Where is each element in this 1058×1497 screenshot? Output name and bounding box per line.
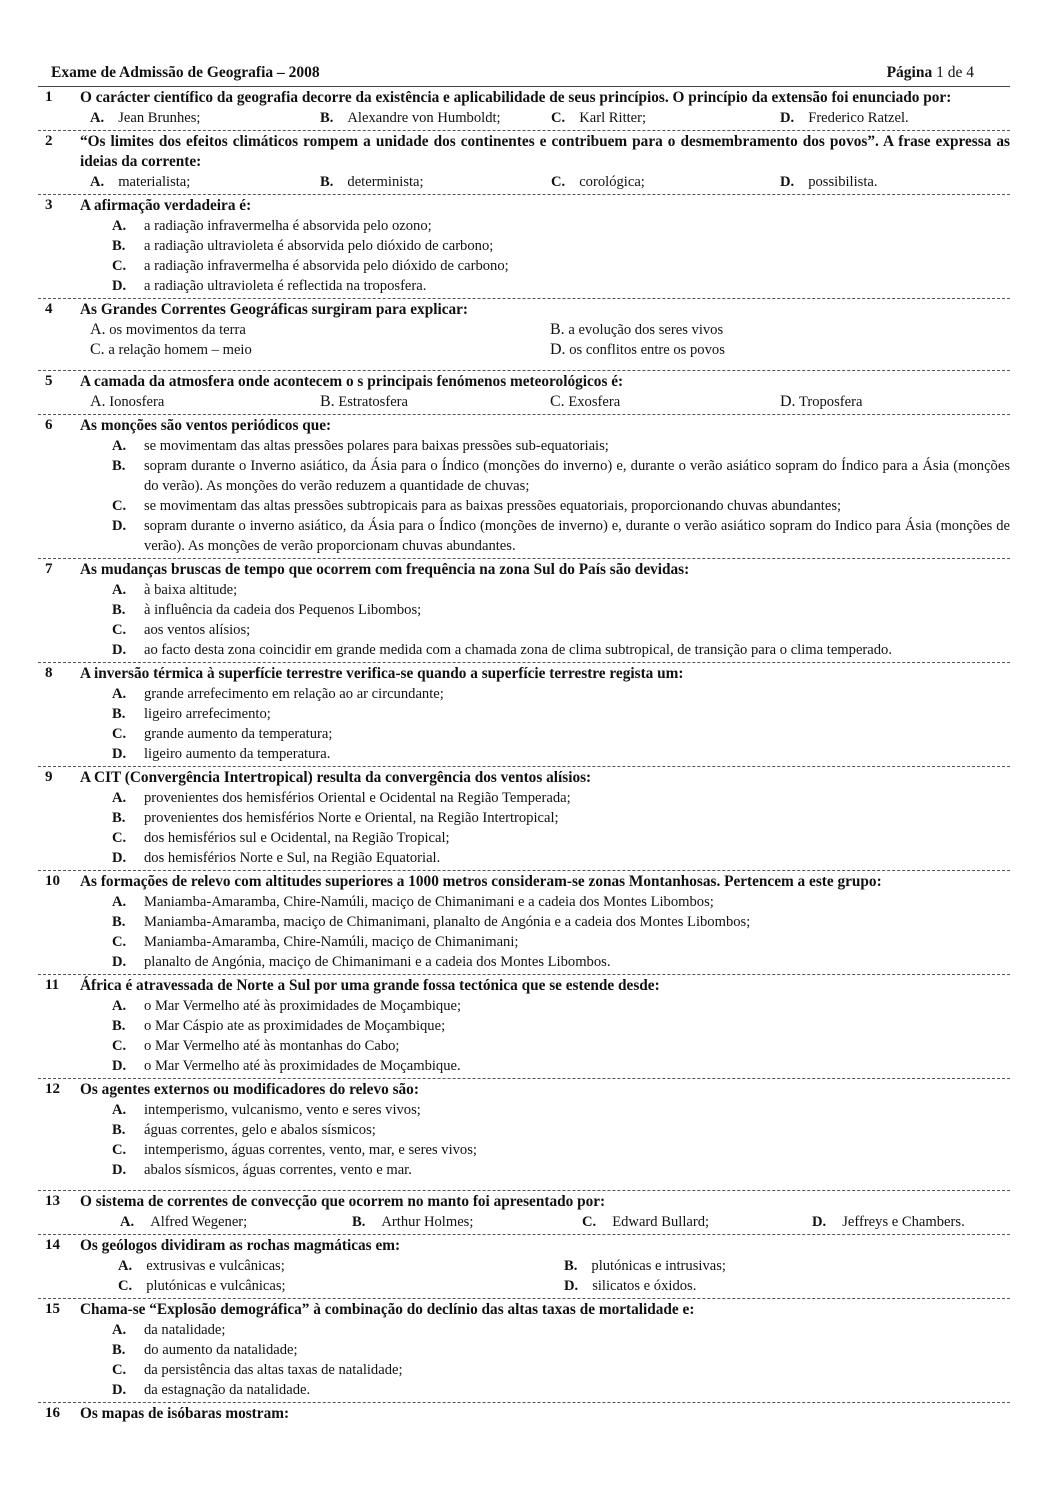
question-number: 5 [45, 373, 53, 389]
question-1 [38, 87, 1010, 131]
option-c[interactable]: C. se movimentam das altas pressões subtropicais para as baixas pressões equatoriais, proporcionando chuvas abundantes; [112, 498, 842, 514]
option-b[interactable]: B. a radiação ultravioleta é absorvida pelo dióxido de carbono; [112, 238, 494, 254]
option-a[interactable]: A. o Mar Vermelho até às proximidades de Moçambique; [112, 998, 462, 1014]
option-d[interactable]: D. da estagnação da natalidade. [112, 1382, 311, 1398]
options-list [112, 1320, 1010, 1400]
option-a[interactable]: A. a radiação infravermelha é absorvida pelo ozono; [112, 218, 432, 234]
option-c[interactable]: C. da persistência das altas taxas de natalidade; [112, 1362, 403, 1378]
option-a[interactable]: A. extrusivas e vulcânicas; [118, 1258, 285, 1274]
option-a[interactable]: A. provenientes dos hemisférios Oriental e Ocidental na Região Temperada; [112, 790, 571, 806]
option-a[interactable]: A. Jean Brunhes; [90, 110, 201, 126]
option-a[interactable]: A. grande arrefecimento em relação ao ar circundante; [112, 686, 444, 702]
option-c[interactable]: C. corológica; [551, 174, 645, 190]
option-b[interactable]: B. Arthur Holmes; [352, 1214, 474, 1230]
option-c[interactable]: C. dos hemisférios sul e Ocidental, na Região Tropical; [112, 830, 450, 846]
question-stem: Os agentes externos ou modificadores do relevo são: [80, 1081, 419, 1098]
question-stem: A camada da atmosfera onde acontecem o s principais fenómenos meteorológicos é: [80, 373, 624, 390]
options-list [112, 436, 1010, 556]
question-13 [38, 1191, 1010, 1235]
options-row [90, 320, 1010, 340]
question-2 [38, 131, 1010, 195]
question-number: 7 [45, 561, 53, 577]
option-b[interactable]: B. à influência da cadeia dos Pequenos Libombos; [112, 602, 422, 618]
options-list [112, 1100, 1010, 1180]
question-10 [38, 871, 1010, 975]
question-stem: Os geólogos dividiram as rochas magmáticas em: [80, 1237, 401, 1254]
option-b[interactable]: B. ligeiro arrefecimento; [112, 706, 271, 722]
option-b[interactable]: B. provenientes dos hemisférios Norte e Oriental, na Região Intertropical; [112, 810, 559, 826]
option-c[interactable]: C. Karl Ritter; [551, 110, 647, 126]
options-row [120, 1212, 1010, 1232]
question-number: 4 [45, 301, 53, 317]
option-d[interactable]: D. Jeffreys e Chambers. [812, 1214, 965, 1230]
option-b[interactable]: B. Maniamba-Amaramba, maciço de Chimanimani, planalto de Angónia e a cadeia dos Montes Libombos; [112, 914, 751, 930]
option-d[interactable]: D. ao facto desta zona coincidir em grande medida com a chamada zona de clima subtropical, de transição para o clima temperado. [112, 642, 893, 658]
question-number: 13 [45, 1193, 60, 1209]
options-row [90, 108, 1010, 128]
option-b[interactable]: B. determinista; [320, 174, 424, 190]
option-a[interactable]: A. intemperismo, vulcanismo, vento e seres vivos; [112, 1102, 421, 1118]
options-row [118, 1256, 1010, 1276]
exam-sheet [38, 64, 1010, 1426]
options-row [90, 340, 1010, 360]
question-stem: Os mapas de isóbaras mostram: [80, 1405, 290, 1422]
question-9 [38, 767, 1010, 871]
option-c[interactable]: C. a radiação infravermelha é absorvida pelo dióxido de carbono; [112, 258, 509, 274]
question-stem: As Grandes Correntes Geográficas surgiram para explicar: [80, 301, 469, 318]
options-row [90, 392, 1010, 412]
question-stem: As mudanças bruscas de tempo que ocorrem com frequência na zona Sul do País são devidas: [80, 561, 690, 578]
question-number: 8 [45, 665, 53, 681]
question-stem: África é atravessada de Norte a Sul por uma grande fossa tectónica que se estende desde: [80, 977, 660, 994]
option-c[interactable]: C. plutónicas e vulcânicas; [118, 1278, 286, 1294]
option-a[interactable]: A. os movimentos da terra [90, 321, 246, 338]
option-d[interactable]: D. silicatos e óxidos. [564, 1278, 697, 1294]
option-a[interactable]: A. da natalidade; [112, 1322, 226, 1338]
option-b[interactable]: B. plutónicas e intrusivas; [564, 1258, 726, 1274]
question-12 [38, 1079, 1010, 1191]
options-list [112, 892, 1010, 972]
question-stem: O sistema de correntes de convecção que ocorrem no manto foi apresentado por: [80, 1193, 606, 1210]
option-d[interactable]: D. planalto de Angónia, maciço de Chimanimani e a cadeia dos Montes Libombos. [112, 954, 611, 970]
question-number: 15 [45, 1301, 60, 1317]
option-c[interactable]: C. Maniamba-Amaramba, Chire-Namúli, maciço de Chimanimani; [112, 934, 519, 950]
option-c[interactable]: C. a relação homem – meio [90, 341, 252, 358]
question-stem: “Os limites dos efeitos climáticos rompem a unidade dos continentes e contribuem para o desmembramento dos povos”. A frase expressa as ideias da corrente: [80, 133, 1010, 170]
options-list [112, 684, 1010, 764]
option-d[interactable]: D. dos hemisférios Norte e Sul, na Região Equatorial. [112, 850, 441, 866]
options-list [112, 996, 1010, 1076]
option-d[interactable]: D. ligeiro aumento da temperatura. [112, 746, 331, 762]
question-number: 14 [45, 1237, 60, 1253]
page-count: 1 de 4 [936, 64, 974, 81]
page-label: Página [886, 64, 933, 81]
option-a[interactable]: A. Maniamba-Amaramba, Chire-Namúli, maciço de Chimanimani e a cadeia dos Montes Libombos; [112, 894, 714, 910]
question-number: 11 [45, 977, 60, 993]
question-number: 1 [45, 89, 53, 105]
option-d[interactable]: D. Frederico Ratzel. [780, 110, 909, 126]
option-d[interactable]: D. o Mar Vermelho até às proximidades de Moçambique. [112, 1058, 461, 1074]
question-6 [38, 415, 1010, 559]
question-16 [38, 1403, 1010, 1426]
option-d[interactable]: D. os conflitos entre os povos [550, 341, 725, 358]
question-3 [38, 195, 1010, 299]
option-c[interactable]: C. Edward Bullard; [582, 1214, 710, 1230]
question-number: 10 [45, 873, 60, 889]
question-7 [38, 559, 1010, 663]
option-a[interactable]: A. Alfred Wegener; [120, 1214, 248, 1230]
question-stem: A inversão térmica à superfície terrestre verifica-se quando a superfície terrestre regista um: [80, 665, 684, 682]
option-b[interactable]: B. águas correntes, gelo e abalos sísmicos; [112, 1122, 376, 1138]
option-a[interactable]: A. materialista; [90, 174, 191, 190]
option-b[interactable]: B. Estratosfera [320, 393, 409, 410]
options-row [90, 172, 1010, 192]
question-number: 12 [45, 1081, 60, 1097]
question-number: 9 [45, 769, 53, 785]
question-stem: As formações de relevo com altitudes superiores a 1000 metros consideram-se zonas Montanhosas. Pertencem a este grupo: [80, 873, 882, 890]
question-5 [38, 371, 1010, 415]
option-b[interactable]: B. Alexandre von Humboldt; [320, 110, 501, 126]
option-b[interactable]: B. do aumento da natalidade; [112, 1342, 298, 1358]
option-c[interactable]: C. Exosfera [550, 393, 621, 410]
options-list [112, 788, 1010, 868]
question-14 [38, 1235, 1010, 1299]
option-d[interactable]: D. possibilista. [780, 174, 878, 190]
question-stem: As monções são ventos periódicos que: [80, 417, 332, 434]
question-number: 6 [45, 417, 53, 433]
options-list [112, 580, 1010, 660]
option-d[interactable]: D. Troposfera [780, 393, 863, 410]
question-stem: A afirmação verdadeira é: [80, 197, 252, 214]
question-number: 16 [45, 1405, 60, 1421]
option-d[interactable]: D. abalos sísmicos, águas correntes, vento e mar. [112, 1162, 412, 1178]
option-d[interactable]: D. a radiação ultravioleta é reflectida na troposfera. [112, 278, 427, 294]
option-a[interactable]: A. se movimentam das altas pressões polares para baixas pressões sub-equatoriais; [112, 438, 609, 454]
question-8 [38, 663, 1010, 767]
question-number: 3 [45, 197, 53, 213]
question-number: 2 [45, 133, 53, 149]
exam-title: Exame de Admissão de Geografia – 2008 [51, 64, 320, 81]
question-stem: O carácter científico da geografia decorre da existência e aplicabilidade de seus princípios. O princípio da extensão foi enunciado por: [80, 89, 952, 106]
option-c[interactable]: C. o Mar Vermelho até às montanhas do Cabo; [112, 1038, 400, 1054]
option-b[interactable]: B. a evolução dos seres vivos [550, 321, 724, 338]
question-15 [38, 1299, 1010, 1403]
page-number [887, 64, 974, 82]
page-header [38, 64, 1010, 87]
options-row [118, 1276, 1010, 1296]
option-b[interactable]: B. sopram durante o Inverno asiático, da Ásia para o Índico (monções do inverno) e, durante o verão asiático sopram do Índico para a Ásia (monções do verão). As monções do verão reduzem a quantidade de chuvas; [112, 458, 1010, 494]
option-b[interactable]: B. o Mar Cáspio ate as proximidades de Moçambique; [112, 1018, 446, 1034]
option-c[interactable]: C. intemperismo, águas correntes, vento, mar, e seres vivos; [112, 1142, 477, 1158]
question-4 [38, 299, 1010, 371]
option-c[interactable]: C. aos ventos alísios; [112, 622, 251, 638]
option-a[interactable]: A. Ionosfera [90, 393, 165, 410]
option-c[interactable]: C. grande aumento da temperatura; [112, 726, 333, 742]
option-a[interactable]: A. à baixa altitude; [112, 582, 238, 598]
question-11 [38, 975, 1010, 1079]
option-d[interactable]: D. sopram durante o inverno asiático, da Ásia para o Índico (monções de inverno) e, durante o verão asiático sopram do Indico para Ásia (monções de verão). As monções de verão proporcionam chuvas abundantes. [112, 518, 1010, 554]
question-stem: Chama-se “Explosão demográfica” à combinação do declínio das altas taxas de mortalidade e: [80, 1301, 695, 1318]
options-list [112, 216, 1010, 296]
question-stem: A CIT (Convergência Intertropical) resulta da convergência dos ventos alísios: [80, 769, 592, 786]
